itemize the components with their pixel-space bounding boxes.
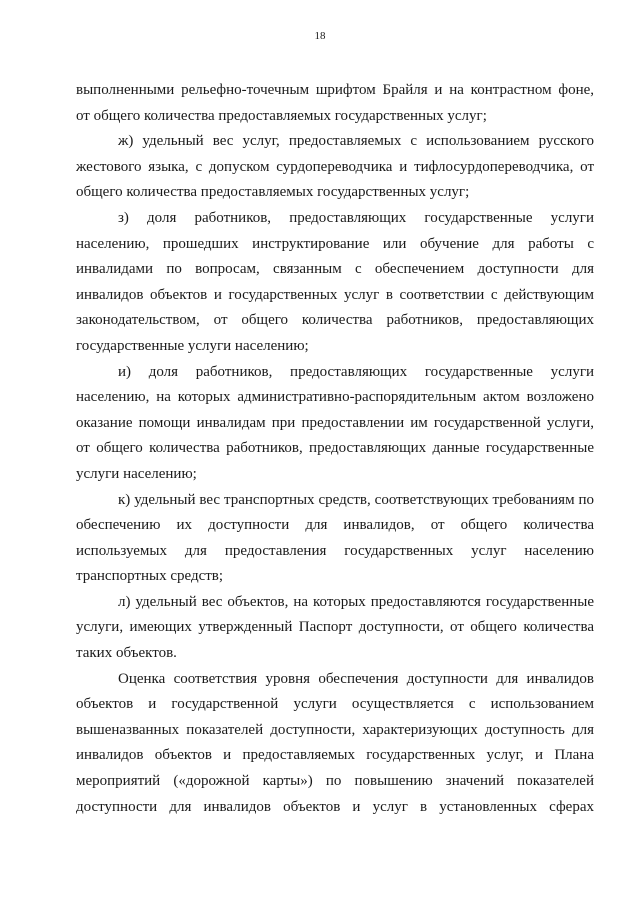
text-line: мероприятий («дорожной карты») по повышению значений показателей	[76, 773, 594, 790]
text-line: населению, прошедших инструктирование или обучение для работы с	[76, 235, 594, 252]
page-number: 18	[314, 30, 326, 42]
text-line: жестового языка, с допуском сурдопереводчика и тифлосурдопереводчика, от	[76, 158, 594, 175]
text-line: л) удельный вес объектов, на которых предоставляются государственные	[118, 593, 594, 610]
text-line: ж) удельный вес услуг, предоставляемых с использованием русского	[118, 133, 594, 150]
text-line: услуги населению;	[76, 465, 197, 482]
text-line: законодательством, от общего количества работников, предоставляющих	[76, 312, 594, 329]
text-line: Оценка соответствия уровня обеспечения доступности для инвалидов	[118, 670, 594, 687]
text-line: оказание помощи инвалидам при предоставлении им государственной услуги,	[76, 414, 594, 431]
text-line: используемых для предоставления государственных услуг населению	[76, 542, 594, 559]
text-line: к) удельный вес транспортных средств, соответствующих требованиям по	[118, 491, 594, 508]
text-line: инвалидов объектов и государственных услуг в соответствии с действующим	[76, 286, 594, 303]
document-body	[76, 78, 594, 820]
text-line: услуги, имеющих утвержденный Паспорт доступности, от общего количества	[76, 619, 594, 636]
text-line: инвалидами по вопросам, связанным с обеспечением доступности для	[76, 261, 594, 278]
text-line: обеспечению их доступности для инвалидов, от общего количества	[76, 517, 594, 534]
text-line: вышеназванных показателей доступности, характеризующих доступность для	[76, 721, 594, 738]
text-line: выполненными рельефно-точечным шрифтом Брайля и на контрастном фоне,	[76, 82, 594, 98]
text-line: доступности для инвалидов объектов и услуг в установленных сферах	[76, 798, 594, 815]
text-line: населению, на которых административно-распорядительным актом возложено	[76, 389, 594, 406]
text-line: общего количества предоставляемых государственных услуг;	[76, 184, 470, 201]
text-line: таких объектов.	[76, 645, 177, 662]
text-line: транспортных средств;	[76, 568, 224, 585]
text-line: объектов и государственной услуги осуществляется с использованием	[76, 696, 594, 713]
text-line: з) доля работников, предоставляющих государственные услуги	[118, 209, 594, 226]
text-line: от общего количества работников, предоставляющих данные государственные	[76, 440, 594, 457]
text-line: и) доля работников, предоставляющих государственные услуги	[118, 363, 594, 380]
text-line: от общего количества предоставляемых государственных услуг;	[76, 107, 487, 124]
text-line: государственные услуги населению;	[76, 337, 309, 354]
text-line: инвалидов объектов и предоставляемых государственных услуг, и Плана	[76, 747, 594, 764]
